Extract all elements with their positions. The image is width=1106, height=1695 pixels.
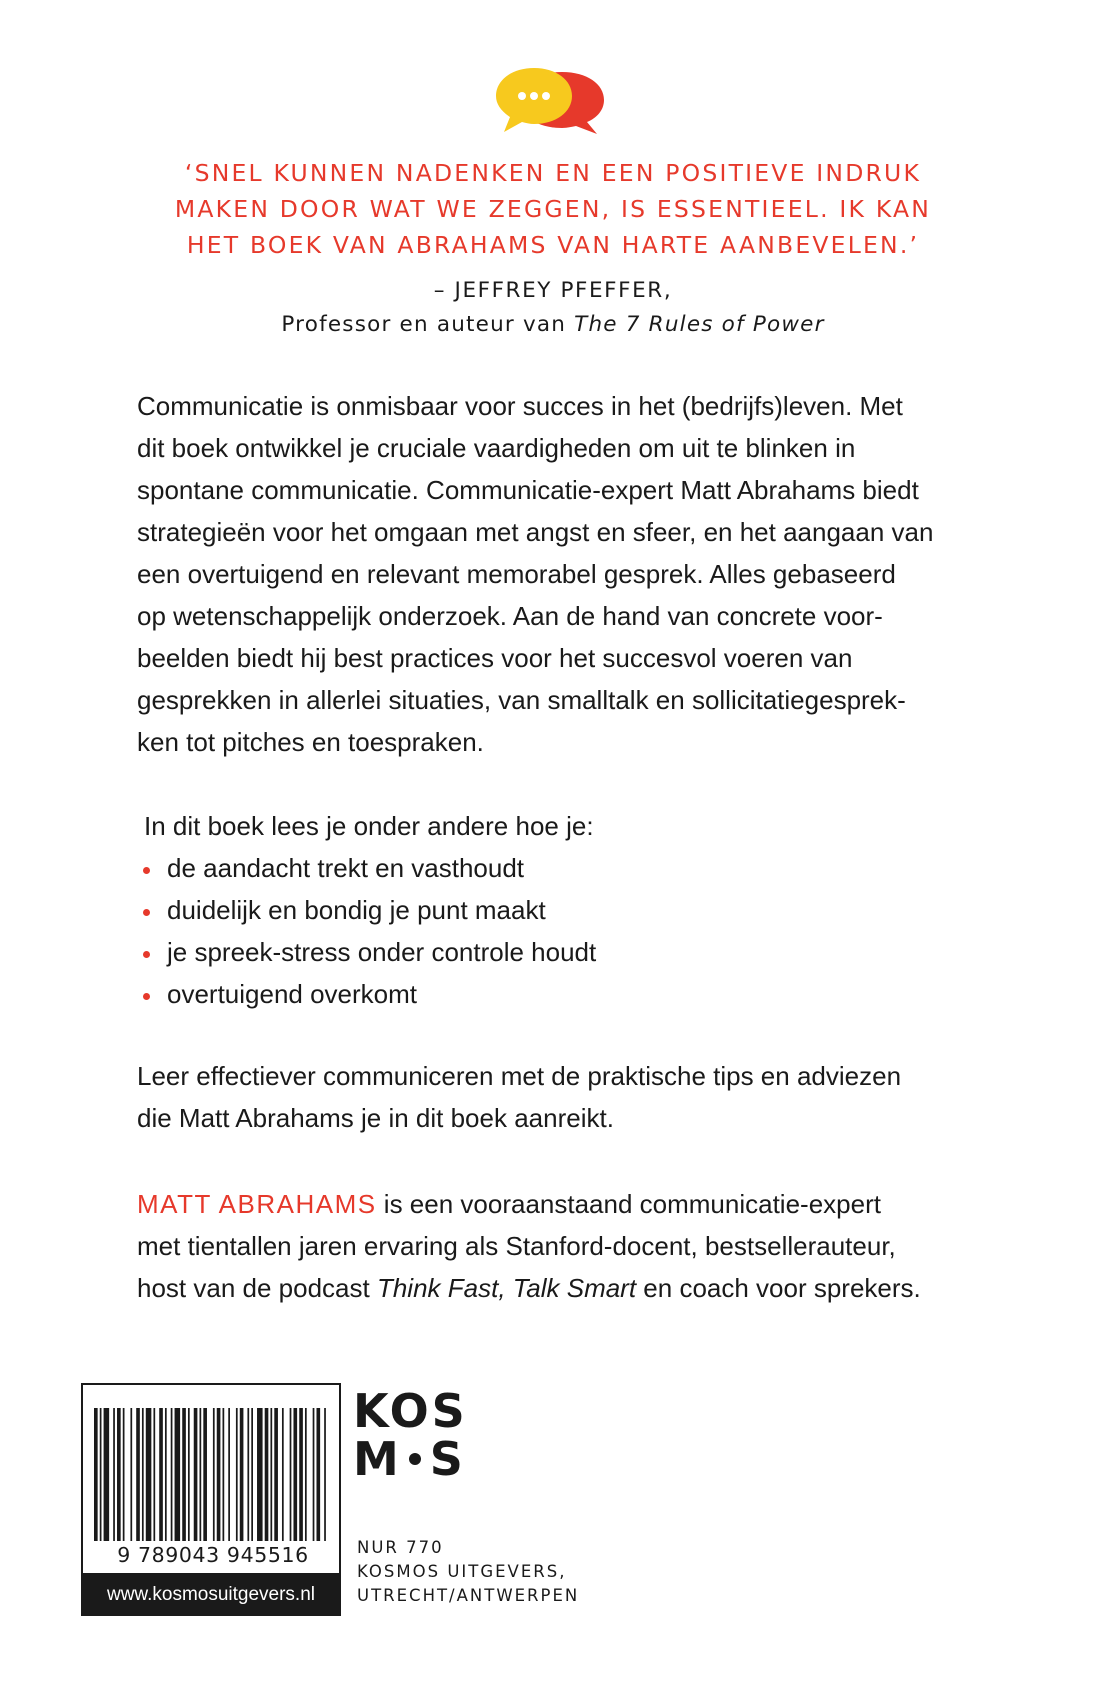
quote-author: – JEFFREY PFEFFER, <box>433 278 673 303</box>
closing-paragraph <box>137 1055 901 1139</box>
publisher-website: www.kosmosuitgevers.nl <box>81 1573 341 1616</box>
bullet-icon <box>143 867 150 874</box>
barcode-bar <box>274 1408 278 1541</box>
list-item: de aandacht trekt en vasthoudt <box>137 847 596 889</box>
barcode-bar <box>113 1408 115 1541</box>
barcode-bar <box>194 1408 198 1541</box>
logo-dot-icon <box>409 1453 421 1465</box>
barcode-bar <box>175 1408 181 1541</box>
description-paragraph <box>137 385 933 763</box>
description-line: op wetenschappelijk onderzoek. Aan de hand van concrete voor- <box>137 601 883 631</box>
endorsement-quote <box>120 155 986 263</box>
bio-line: met tientallen jaren ervaring als Stanford-docent, bestsellerauteur, <box>137 1231 896 1261</box>
barcode-bar <box>153 1408 155 1541</box>
barcode-bar <box>293 1408 297 1541</box>
barcode-bar <box>142 1408 144 1541</box>
barcode-bar <box>270 1408 272 1541</box>
barcode-icon <box>94 1408 328 1541</box>
barcode-bar <box>104 1408 110 1541</box>
bubble-dot-1 <box>518 92 526 100</box>
quote-line: ‘SNEL KUNNEN NADENKEN EN EEN POSITIEVE INDRUK <box>184 159 922 187</box>
list-item: duidelijk en bondig je punt maakt <box>137 889 596 931</box>
barcode-bar <box>265 1408 269 1541</box>
barcode-block <box>81 1383 341 1616</box>
list-item: je spreek-stress onder controle houdt <box>137 931 596 973</box>
bio-line: host van de podcast Think Fast, Talk Smart en coach voor sprekers. <box>137 1273 921 1303</box>
barcode-bar <box>199 1408 201 1541</box>
barcode-bar <box>240 1408 244 1541</box>
barcode-bar <box>171 1408 173 1541</box>
description-line: spontane communicatie. Communicatie-expert Matt Abrahams biedt <box>137 475 919 505</box>
barcode-bar <box>123 1408 125 1541</box>
quote-author-role <box>120 308 986 342</box>
description-line: Communicatie is onmisbaar voor succes in het (bedrijfs)leven. Met <box>137 391 903 421</box>
barcode-bar <box>146 1408 152 1541</box>
barcode-bar <box>217 1408 221 1541</box>
barcode-bar <box>213 1408 215 1541</box>
barcode-bar <box>290 1408 292 1541</box>
list-item: overtuigend overkomt <box>137 973 596 1015</box>
podcast-title: Think Fast, Talk Smart <box>376 1273 637 1303</box>
description-line: een overtuigend en relevant memorabel gesprek. Alles gebaseerd <box>137 559 896 589</box>
closing-line: die Matt Abrahams je in dit boek aanreikt. <box>137 1103 614 1133</box>
barcode-bar <box>117 1408 121 1541</box>
description-line: strategieën voor het omgaan met angst en sfeer, en het aangaan van <box>137 517 934 547</box>
barcode-bar <box>236 1408 238 1541</box>
description-line: dit boek ontwikkel je cruciale vaardigheden om uit te blinken in <box>137 433 856 463</box>
barcode-bar <box>257 1408 263 1541</box>
barcode-bar <box>182 1408 186 1541</box>
bubble-dot-3 <box>542 92 550 100</box>
barcode-bar <box>316 1408 320 1541</box>
barcode-bar <box>203 1408 207 1541</box>
barcode-bar <box>165 1408 167 1541</box>
barcode-bar <box>247 1408 249 1541</box>
closing-line: Leer effectiever communiceren met de praktische tips en adviezen <box>137 1061 902 1091</box>
bullet-icon <box>143 951 150 958</box>
logo-row-2: M S <box>353 1432 466 1486</box>
author-name: MATT ABRAHAMS <box>137 1189 377 1219</box>
quote-line: HET BOEK VAN ABRAHAMS VAN HARTE AANBEVELEN.’ <box>186 231 920 259</box>
description-line: gesprekken in allerlei situaties, van smalltalk en sollicitatiegesprek- <box>137 685 906 715</box>
publisher-name: KOSMOS UITGEVERS, <box>357 1562 567 1581</box>
bubble-dot-2 <box>530 92 538 100</box>
barcode-bar <box>100 1408 102 1541</box>
author-bio <box>137 1183 921 1309</box>
barcode-bar <box>223 1408 225 1541</box>
barcode-bar <box>251 1408 253 1541</box>
barcode-bar <box>94 1408 98 1541</box>
barcode-bar <box>188 1408 190 1541</box>
publisher-logo <box>353 1384 468 1486</box>
quote-attribution <box>120 274 986 342</box>
isbn-number: 9 789043 945516 <box>117 1543 309 1567</box>
role-prefix: Professor en auteur van <box>281 312 575 337</box>
feature-list <box>137 805 596 1015</box>
role-book-title: The 7 Rules of Power <box>574 312 825 337</box>
description-line: ken tot pitches en toespraken. <box>137 727 484 757</box>
nur-code: NUR 770 <box>357 1538 444 1557</box>
barcode-bar <box>282 1408 284 1541</box>
publisher-location: UTRECHT/ANTWERPEN <box>357 1586 580 1605</box>
logo-row-1: KOS <box>353 1384 468 1438</box>
description-line: beelden biedt hij best practices voor het succesvol voeren van <box>137 643 853 673</box>
barcode-bar <box>228 1408 230 1541</box>
barcode-bar <box>313 1408 315 1541</box>
speech-bubbles-icon <box>492 66 617 136</box>
barcode-bar <box>299 1408 303 1541</box>
list-intro: In dit boek lees je onder andere hoe je: <box>144 811 594 841</box>
barcode-bar <box>305 1408 307 1541</box>
barcode-bar <box>159 1408 163 1541</box>
bio-line: MATT ABRAHAMS is een vooraanstaand communicatie-expert <box>137 1189 881 1219</box>
quote-line: MAKEN DOOR WAT WE ZEGGEN, IS ESSENTIEEL. IK KAN <box>174 195 932 223</box>
barcode-bar <box>130 1408 132 1541</box>
publisher-info <box>357 1536 579 1608</box>
bullet-icon <box>143 993 150 1000</box>
bullet-icon <box>143 909 150 916</box>
barcode-bar <box>136 1408 140 1541</box>
barcode-bar <box>324 1408 326 1541</box>
